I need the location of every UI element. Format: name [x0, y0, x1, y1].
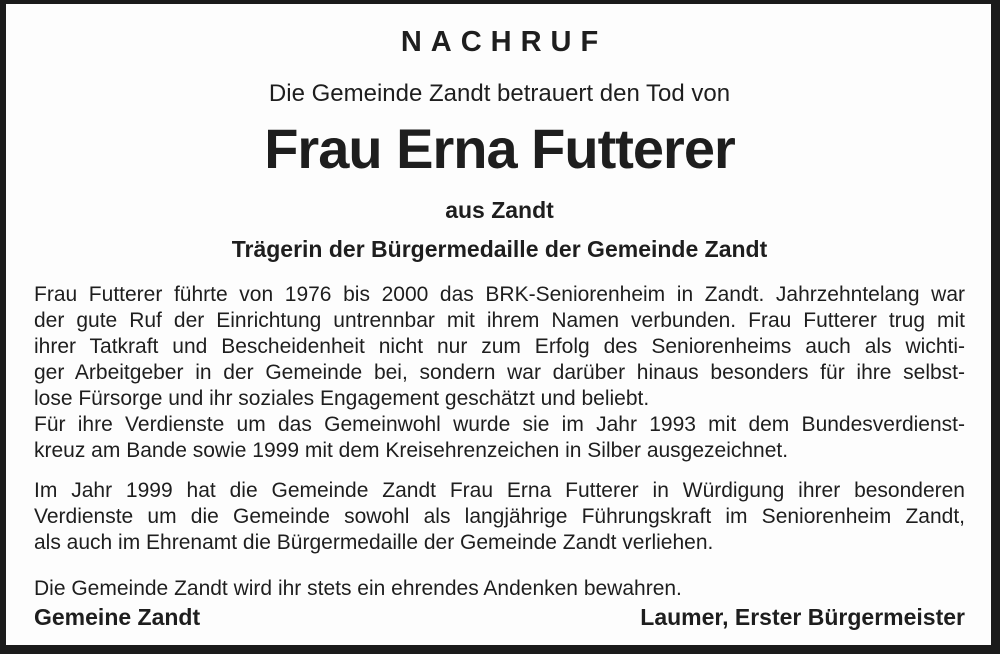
deceased-origin: aus Zandt [445, 197, 554, 223]
honor-title: Trägerin der Bürgermedaille der Gemeinde Zandt [231, 236, 768, 262]
notice-kicker: NACHRUF [400, 26, 608, 58]
body-line: Verdienste um die Gemeinde sowohl als langjährige Führungskraft im Seniorenheim Zandt, [34, 505, 965, 528]
body-line: der gute Ruf der Einrichtung untrennbar mit ihrem Namen verbunden. Frau Futterer trug mit [34, 309, 965, 332]
body-line: ihrer Tatkraft und Bescheidenheit nicht nur zum Erfolg des Seniorenheims auch als wichti- [34, 335, 965, 358]
closing-line: Die Gemeinde Zandt wird ihr stets ein ehrendes Andenken bewahren. [34, 577, 682, 600]
deceased-name: Frau Erna Futterer [264, 117, 735, 180]
body-line: Für ihre Verdienste um das Gemeinwohl wurde sie im Jahr 1993 mit dem Bundesverdienst- [34, 413, 965, 436]
body-line: als auch im Ehrenamt die Bürgermedaille der Gemeinde Zandt verliehen. [34, 531, 714, 554]
signature-municipality: Gemeine Zandt [34, 604, 201, 630]
signature-mayor: Laumer, Erster Bürgermeister [640, 604, 965, 630]
paragraph-2 [34, 478, 965, 556]
paragraph-1 [34, 282, 965, 464]
body-line: Frau Futterer führte von 1976 bis 2000 das BRK-Seniorenheim in Zandt. Jahrzehntelang war [34, 283, 965, 306]
body-line: Im Jahr 1999 hat die Gemeinde Zandt Frau Erna Futterer in Würdigung ihrer besonderen [34, 479, 965, 502]
body-line: kreuz am Bande sowie 1999 mit dem Kreisehrenzeichen in Silber ausgezeichnet. [34, 439, 789, 462]
notice-intro-line: Die Gemeinde Zandt betrauert den Tod von [268, 80, 731, 107]
body-line: ger Arbeitgeber in der Gemeinde bei, sondern war darüber hinaus besonders für ihre selbst- [34, 361, 965, 384]
body-line: lose Fürsorge und ihr soziales Engagement geschätzt und beliebt. [34, 387, 650, 410]
signature-row [34, 604, 965, 631]
